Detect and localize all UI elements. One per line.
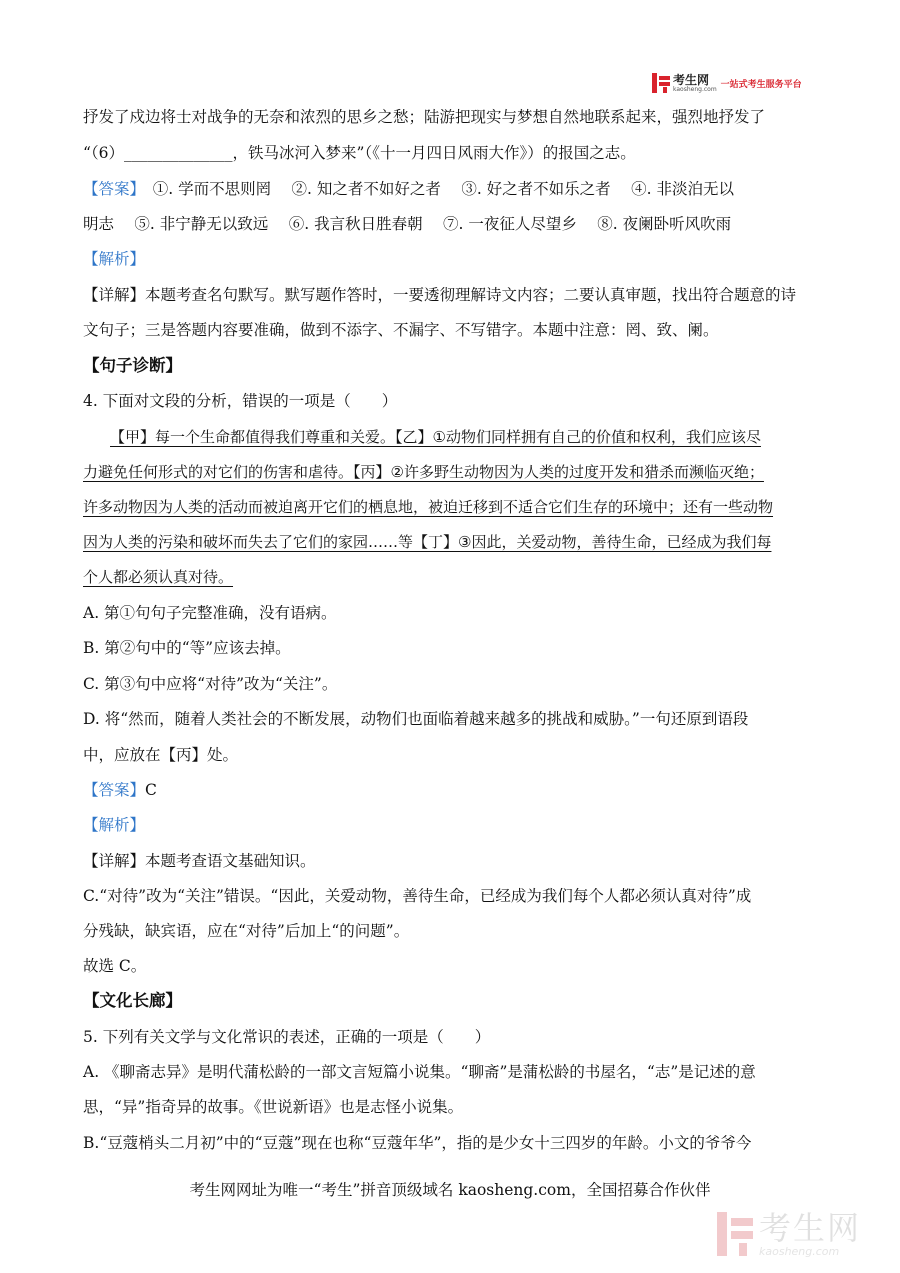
line-text: A. 第①句句子完整准确，没有语病。 <box>83 604 337 622</box>
text-line <box>83 673 337 695</box>
line-text: D. 将“然而，随着人类社会的不断发展，动物们也面临着越来越多的挑战和威胁。”一句还原到语段 <box>83 710 749 728</box>
text-line <box>83 885 751 907</box>
line-text: B. 第②句中的“等”应该去掉。 <box>83 639 291 657</box>
passage-line <box>83 496 773 518</box>
text-line <box>83 955 146 977</box>
line-text: 【详解】本题考查语文基础知识。 <box>83 852 316 870</box>
logo-brand: 考生网 <box>673 72 710 87</box>
passage-text: 个人都必须认真对待。 <box>83 568 234 586</box>
text-line <box>83 850 316 872</box>
text-line <box>83 142 636 164</box>
passage-text: 许多动物因为人类的活动而被迫离开它们的栖息地，被迫迁移到不适合它们生存的环境中；还有一些动物 <box>83 498 774 516</box>
line-text: C.“对待”改为“关注”错误。“因此，关爱动物，善待生命，已经成为我们每个人都必须认真对待”成 <box>83 887 752 905</box>
header-logo <box>652 70 822 96</box>
passage-text: 力避免任何形式的对它们的伤害和虐待。【丙】②许多野生动物因为人类的过度开发和猎杀而濒临灭绝； <box>83 463 764 481</box>
text-line <box>83 1026 490 1048</box>
logo-url: kaosheng.com <box>673 85 717 93</box>
footer-text: 考生网网址为唯一“考生”拼音顶级域名 kaosheng.com，全国招募合作伙伴 <box>189 1181 711 1199</box>
line-text: “（6）______________，铁马冰河入梦来”（《十一月四日风雨大作》）的报国之志。 <box>83 144 636 162</box>
text-line <box>83 213 731 235</box>
text-line <box>83 248 145 270</box>
watermark-mark-icon <box>717 1212 753 1256</box>
text-line <box>83 744 238 766</box>
line-text: 中，应放在【丙】处。 <box>83 746 239 764</box>
section-title-text: 【文化长廊】 <box>83 991 182 1010</box>
line-text: 【详解】本题考查名句默写。默写题作答时，一要透彻理解诗文内容；二要认真审题，找出符合题意的诗 <box>83 286 797 304</box>
watermark-url: kaosheng.com <box>759 1244 840 1258</box>
line-text: B.“豆蔻梢头二月初”中的“豆蔻”现在也称“豆蔻年华”，指的是少女十三四岁的年龄。小文的爷爷今 <box>83 1134 752 1152</box>
text-line <box>83 637 291 659</box>
text-line <box>83 1096 463 1118</box>
section-title-text: 【句子诊断】 <box>83 356 182 375</box>
section-title <box>83 355 182 377</box>
passage-line <box>110 426 761 448</box>
line-text: C <box>145 781 157 799</box>
text-line <box>83 708 748 730</box>
line-text: C. 第③句中应将“对待”改为“关注”。 <box>83 675 338 693</box>
line-text: A. 《聊斋志异》是明代蒲松龄的一部文言短篇小说集。“聊斋”是蒲松龄的书屋名，“志”是记述的意 <box>83 1063 756 1081</box>
text-line <box>83 602 337 624</box>
passage-text: 【甲】每一个生命都值得我们尊重和关爱。【乙】①动物们同样拥有自己的价值和权利，我们应该尽 <box>110 428 761 446</box>
text-line <box>83 920 409 942</box>
text-line <box>83 106 765 128</box>
logo-mark-icon <box>652 73 670 93</box>
text-line <box>83 779 157 801</box>
passage-line <box>83 566 233 588</box>
text-line <box>83 814 145 836</box>
answer-label: 【答案】 <box>83 180 138 198</box>
line-text: 5. 下列有关文学与文化常识的表述，正确的一项是（ ） <box>83 1028 491 1046</box>
text-line <box>83 1132 751 1154</box>
watermark <box>717 1208 882 1260</box>
answer-label: 【答案】 <box>83 781 146 799</box>
passage-line <box>83 531 771 553</box>
watermark-brand: 考生网 <box>759 1208 862 1247</box>
line-text: 抒发了戍边将士对战争的无奈和浓烈的思乡之愁；陆游把现实与梦想自然地联系起来，强烈地抒发了 <box>83 108 766 126</box>
answer-label: 【解析】 <box>83 250 146 268</box>
line-text: 分残缺，缺宾语，应在“对待”后加上“的问题”。 <box>83 922 410 940</box>
answer-label: 【解析】 <box>83 816 146 834</box>
line-text: 思，“异”指奇异的故事。《世说新语》也是志怪小说集。 <box>83 1098 464 1116</box>
line-text: 文句子；三是答题内容要准确，做到不添字、不漏字、不写错字。本题中注意：罔、致、阑。 <box>83 321 719 339</box>
text-line <box>83 319 719 341</box>
line-text: 明志 ⑤. 非宁静无以致远 ⑥. 我言秋日胜春朝 ⑦. 一夜征人尽望乡 ⑧. 夜阑卧听风吹雨 <box>83 215 732 233</box>
logo-slogan: 一站式考生服务平台 <box>720 79 802 90</box>
line-text: ①. 学而不思则罔 ②. 知之者不如好之者 ③. 好之者不如乐之者 ④. 非淡泊无以 <box>137 180 734 198</box>
text-line <box>83 284 796 306</box>
passage-text: 因为人类的污染和破坏而失去了它们的家园……等【丁】③因此，关爱动物，善待生命，已经成为我们每 <box>83 533 772 551</box>
line-text: 4. 下面对文段的分析，错误的一项是（ ） <box>83 392 398 410</box>
line-text: 故选 C。 <box>83 957 147 975</box>
text-line <box>83 390 397 412</box>
section-title <box>83 990 182 1012</box>
text-line <box>83 1061 756 1083</box>
passage-line <box>83 461 764 483</box>
text-line <box>83 178 734 200</box>
